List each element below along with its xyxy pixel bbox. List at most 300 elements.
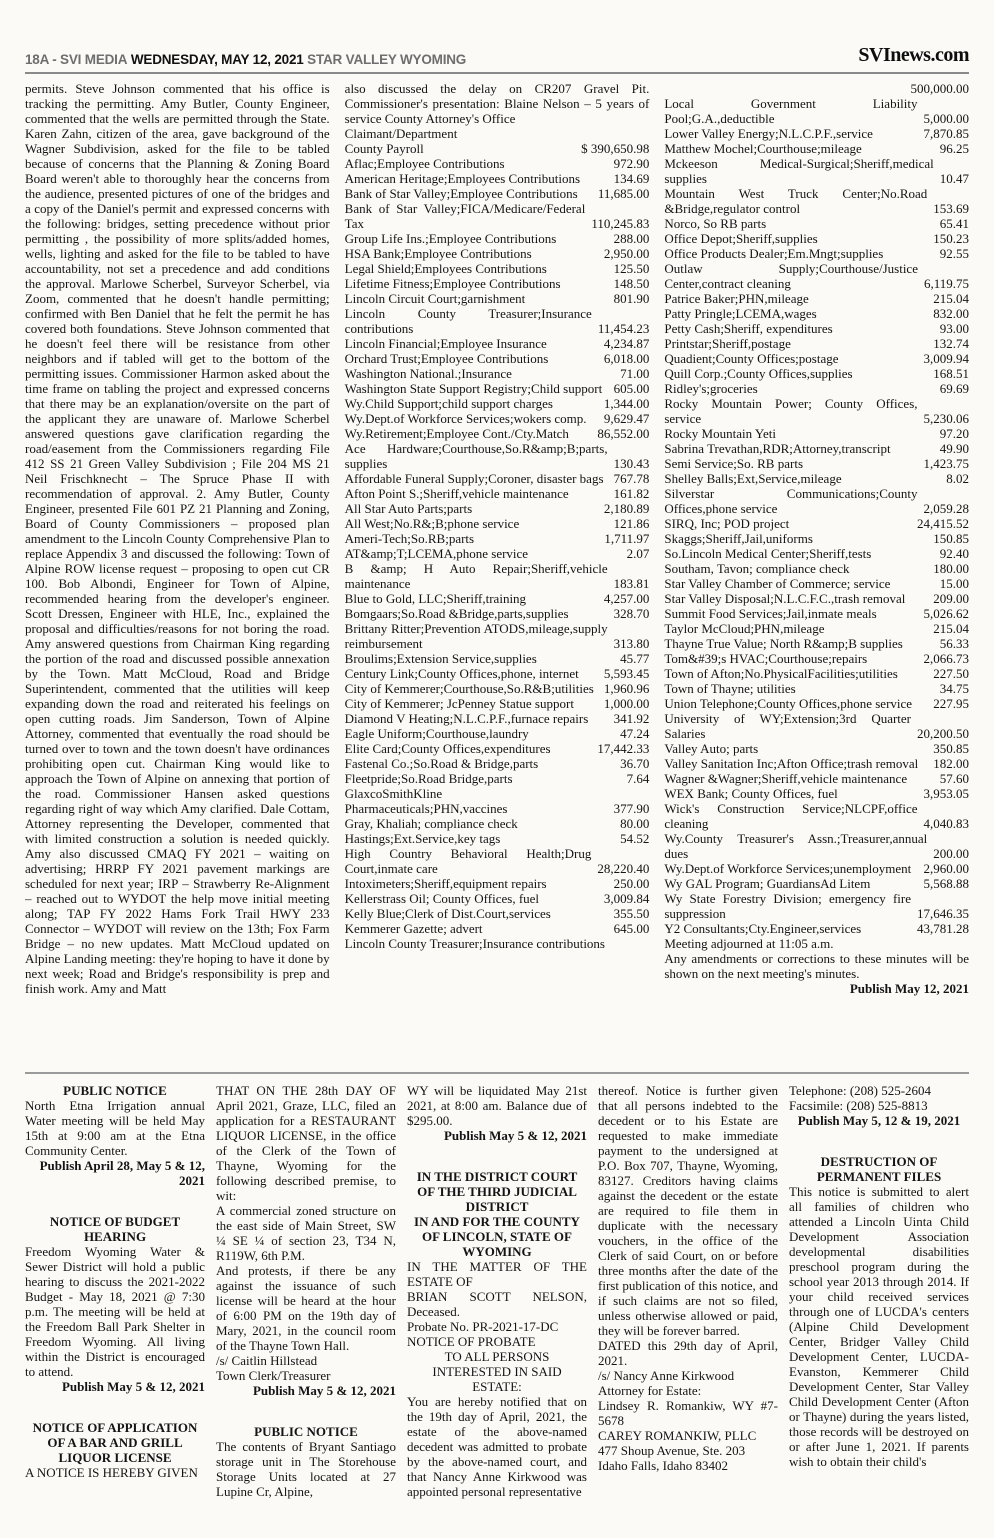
claimant-name: Patrice Baker;PHN,mileage (664, 291, 809, 306)
text-block: Publish May 5 & 12, 2021 (61, 1379, 205, 1394)
claim-line-item (345, 696, 650, 711)
claim-line-item (345, 771, 650, 786)
claim-amount: 4,040.83 (923, 816, 969, 831)
text-block: Publish May 5 & 12, 2021 (252, 1383, 396, 1398)
claim-amount: 341.92 (613, 711, 650, 726)
text-block: /s/ Caitlin Hillstead (216, 1353, 318, 1368)
claim-amount: 832.00 (933, 306, 969, 321)
claimant-name: Tom&#39;s HVAC;Courthouse;repairs (664, 651, 868, 666)
claimant-name: Star Valley Chamber of Commerce; service (664, 576, 891, 591)
claim-amount: 1,423.75 (923, 456, 969, 471)
claim-line-item (664, 876, 969, 891)
text-block: This notice is submitted to alert all families of children who attended a Lincoln Uinta Child Development Association developmental disabilities preschool program during the school year 2013 through 2014. If your child received services through one of LUCDA's centers (Alpine Child Development Center, Bridger Valley Child Development Center, LUCDA-Evanston, Kemmerer Child Development Center, Star Valley Child Development Center (Afton or Thayne) during the years listed, those records will be destroyed on or after June 1, 2021. If parents wish to obtain their child's (789, 1184, 969, 1469)
claim-line-item (664, 216, 969, 231)
claim-amount: 288.00 (613, 231, 650, 246)
claimant-name: HSA Bank;Employee Contributions (344, 246, 532, 261)
claim-line-item (664, 771, 969, 786)
claim-amount: 56.33 (939, 636, 969, 651)
claim-amount: 5,026.62 (923, 606, 969, 621)
claim-amount: 5,568.88 (923, 876, 969, 891)
claimant-name: Blue to Gold, LLC;Sheriff,training (344, 591, 527, 606)
claim-amount: 148.50 (613, 276, 650, 291)
claimant-name: Fastenal Co.;So.Road & Bridge,parts (344, 756, 539, 771)
claim-line-item (345, 261, 650, 276)
claim-line-item (345, 816, 650, 831)
claim-line-item (345, 201, 650, 231)
text-block: PUBLIC NOTICE (254, 1424, 358, 1439)
claim-line-item (345, 741, 650, 756)
claim-line-item (345, 411, 650, 426)
claim-amount: 767.78 (613, 471, 650, 486)
claimant-name: Wagner &Wagner;Sheriff,vehicle maintenance (664, 771, 908, 786)
claim-amount: 7,870.85 (923, 126, 969, 141)
claim-line-item (664, 126, 969, 141)
claim-amount: 328.70 (613, 606, 650, 621)
claimant-name: Wy.Child Support;child support charges (344, 396, 553, 411)
claim-amount: 47.24 (620, 726, 650, 741)
claim-line-item (345, 501, 650, 516)
claim-line-item (345, 141, 650, 156)
claimant-name: Outlaw Supply;Courthouse/Justice Center,contract cleaning (664, 261, 918, 291)
claimant-name: Rocky Mountain Power; County Offices, service (664, 396, 918, 426)
claimant-name: Ameri-Tech;So.RB;parts (344, 531, 475, 546)
claimant-name: Star Valley Disposal;N.L.C.F.C.,trash removal (664, 591, 906, 606)
claimant-name: Ridley's;groceries (664, 381, 758, 396)
claim-amount: 92.40 (939, 546, 969, 561)
claim-line-item (345, 561, 650, 591)
claim-amount: 2.07 (626, 546, 650, 561)
claim-line-item (345, 306, 650, 336)
claimant-name: SIRQ, Inc; POD project (664, 516, 790, 531)
claimant-name: Semi Service;So. RB parts (664, 456, 804, 471)
claim-amount: 355.50 (613, 906, 650, 921)
claimant-name: Bank of Star Valley;Employee Contributions (344, 186, 578, 201)
text-block: CAREY ROMANKIW, PLLC (598, 1428, 757, 1443)
claim-amount: 5,230.06 (923, 411, 969, 426)
claim-line-item (345, 441, 650, 471)
claimant-name: WEX Bank; County Offices, fuel (664, 786, 838, 801)
claimant-name: Office Products Dealer;Em.Mngt;supplies (664, 246, 884, 261)
claim-amount: 215.04 (933, 621, 969, 636)
claim-amount: 5,000.00 (923, 111, 969, 126)
claim-line-item (664, 321, 969, 336)
claimant-name: Lincoln Circuit Court;garnishment (344, 291, 526, 306)
text-block: Publish May 5, 12 & 19, 2021 (797, 1113, 961, 1128)
claim-amount: 130.43 (613, 456, 650, 471)
text-block: NOTICE OF APPLICATION OF A BAR AND GRILL LIQUOR LICENSE (32, 1420, 198, 1465)
claim-amount: 86,552.00 (597, 426, 650, 441)
claim-line-item (345, 186, 650, 201)
claim-amount: 9,629.47 (603, 411, 650, 426)
claim-line-item (345, 156, 650, 171)
claimant-name: American Heritage;Employees Contributions (344, 171, 581, 186)
claim-line-item (345, 516, 650, 531)
claim-amount: 24,415.52 (917, 516, 969, 531)
claimant-name: Quill Corp.;County Offices,supplies (664, 366, 853, 381)
claimant-name: Summit Food Services;Jail,inmate meals (664, 606, 877, 621)
claim-line-item (664, 891, 969, 921)
text-block: WY will be liquidated May 21st 2021, at 8:00 am. Balance due of $295.00. (407, 1083, 587, 1128)
claim-amount: 183.81 (613, 576, 650, 591)
text-block: Any amendments or corrections to these minutes will be shown on the next meeting's minutes. (664, 951, 969, 981)
claim-amount: 645.00 (613, 921, 650, 936)
claim-line-item (345, 756, 650, 771)
text-block: Meeting adjourned at 11:05 a.m. (664, 936, 834, 951)
claim-line-item (345, 426, 650, 441)
claim-line-item (664, 786, 969, 801)
claim-line-item (345, 711, 650, 726)
claimant-name: Valley Sanitation Inc;Afton Office;trash removal (664, 756, 919, 771)
claim-amount: 605.00 (613, 381, 650, 396)
claim-amount: 125.50 (613, 261, 650, 276)
claimant-name: Taylor McCloud;PHN,mileage (664, 621, 825, 636)
claimant-name: Skaggs;Sheriff,Jail,uniforms (664, 531, 813, 546)
masthead-left (25, 52, 466, 67)
claim-amount: 182.00 (933, 756, 969, 771)
claim-amount: 17,442.33 (597, 741, 650, 756)
claimant-name: Matthew Mochel;Courthouse;mileage (664, 141, 862, 156)
claim-amount: 150.23 (933, 231, 969, 246)
claim-amount: 4,234.87 (603, 336, 650, 351)
claim-line-item (664, 381, 969, 396)
claim-line-item (345, 351, 650, 366)
text-block: A NOTICE IS HEREBY GIVEN (25, 1465, 198, 1480)
claim-amount: 132.74 (933, 336, 969, 351)
page-edition-label: 18A - SVI MEDIA (25, 52, 128, 67)
claimant-name: High Country Behavioral Health;Drug Court,inmate care (344, 846, 592, 876)
claimant-name: Aflac;Employee Contributions (344, 156, 505, 171)
claim-amount: 17,646.35 (917, 906, 969, 921)
masthead (25, 0, 969, 67)
claim-line-item (664, 651, 969, 666)
claim-amount: 227.50 (933, 666, 969, 681)
claimant-name: All West;No.R&;B;phone service (344, 516, 520, 531)
text-block: Publish May 5 & 12, 2021 (443, 1128, 587, 1143)
claim-amount: 134.69 (613, 171, 650, 186)
spacer (25, 1394, 205, 1420)
text-block: You are hereby notified that on the 19th day of April, 2021, the estate of the above-named decedent was admitted to probate by the above-named court, and that Nancy Anne Kirkwood was appointed personal representative (407, 1394, 587, 1499)
claimant-name: Patty Pringle;LCEMA,wages (664, 306, 817, 321)
claimant-name: Mckeeson Medical-Surgical;Sheriff,medical supplies (664, 156, 934, 186)
claim-line-item (345, 531, 650, 546)
text-block: 500,000.00 (910, 81, 969, 96)
claim-line-item (664, 426, 969, 441)
minutes-column-3 (664, 81, 969, 1066)
claimant-name: Valley Auto; parts (664, 741, 759, 756)
claim-amount: 168.51 (933, 366, 969, 381)
claim-line-item (664, 96, 969, 126)
claim-amount: 20,200.50 (917, 726, 969, 741)
claim-line-item (345, 381, 650, 396)
text-block: Publish May 12, 2021 (849, 981, 969, 996)
claimant-name: Lower Valley Energy;N.L.C.P.F.,service (664, 126, 873, 141)
claimant-name: B &amp; H Auto Repair;Sheriff,vehicle maintenance (344, 561, 608, 591)
claim-amount: 15.00 (939, 576, 969, 591)
claim-line-item (664, 306, 969, 321)
claim-line-item (345, 471, 650, 486)
claim-line-item (664, 486, 969, 516)
claim-amount: 34.75 (939, 681, 969, 696)
claim-amount: $ 390,650.98 (581, 141, 650, 156)
spacer (25, 1188, 205, 1214)
claimant-name: Office Depot;Sheriff,supplies (664, 231, 818, 246)
claim-amount: 250.00 (613, 876, 650, 891)
claim-line-item (664, 231, 969, 246)
claimant-name: Kelly Blue;Clerk of Dist.Court,services (344, 906, 551, 921)
claim-amount: 69.69 (939, 381, 969, 396)
claimant-name: Bomgaars;So.Road &Bridge,parts,supplies (344, 606, 569, 621)
claim-amount: 10.47 (939, 171, 969, 186)
notice-column-5 (789, 1083, 969, 1538)
claim-amount: 801.90 (613, 291, 650, 306)
claim-amount: 377.90 (613, 801, 650, 816)
claim-amount: 4,257.00 (603, 591, 650, 606)
claim-line-item (664, 756, 969, 771)
text-block: thereof. Notice is further given that all persons indebted to the decedent or to his Estate are requested to make immediate payment to the undersigned at P.O. Box 707, Thayne, Wyoming, 83127. Creditors having claims against the decedent or the estate are required to file them in duplicate with the necessary vouchers, in the office of the Clerk of said Court, on or before three months after the date of the first publication of this notice, and if such claims are not so filed, unless otherwise allowed or paid, they will be forever barred. (598, 1083, 778, 1338)
claim-amount: 45.77 (620, 651, 650, 666)
claimant-name: Thayne True Value; North R&amp;B supplies (664, 636, 903, 651)
claim-line-item (345, 546, 650, 561)
claim-amount: 2,950.00 (603, 246, 650, 261)
claimant-name: Local Government Liability Pool;G.A.,deductible (664, 96, 918, 126)
claimant-name: University of WY;Extension;3rd Quarter Salaries (664, 711, 912, 741)
claimant-name: County Payroll (344, 141, 424, 156)
claim-line-item (664, 606, 969, 621)
text-block: Idaho Falls, Idaho 83402 (598, 1458, 728, 1473)
claim-amount: 972.90 (613, 156, 650, 171)
claim-line-item (345, 396, 650, 411)
text-block: 477 Shoup Avenue, Ste. 203 (598, 1443, 746, 1458)
claim-amount: 313.80 (613, 636, 650, 651)
claim-line-item (664, 246, 969, 261)
claim-amount: 11,685.00 (597, 186, 650, 201)
claim-line-item (345, 906, 650, 921)
claim-line-item (345, 276, 650, 291)
claimant-name: Sabrina Trevathan,RDR;Attorney,transcript (664, 441, 891, 456)
claimant-name: Mountain West Truck Center;No.Road &Bridge,regulator control (664, 186, 928, 216)
text-block: Probate No. PR-2021-17-DC (407, 1319, 559, 1334)
claim-line-item (664, 366, 969, 381)
claim-line-item (664, 741, 969, 756)
claim-line-item (664, 801, 969, 831)
claim-amount: 150.85 (933, 531, 969, 546)
claimant-name: City of Kemmerer; JcPenney Statue support (344, 696, 574, 711)
claim-amount: 1,960.96 (603, 681, 650, 696)
claim-line-item (664, 696, 969, 711)
claim-line-item (664, 591, 969, 606)
claim-line-item (664, 576, 969, 591)
claimant-name: Lifetime Fitness;Employee Contributions (344, 276, 561, 291)
claim-line-item (345, 831, 650, 846)
claim-amount: 49.90 (939, 441, 969, 456)
claimant-name: Town of Thayne; utilities (664, 681, 796, 696)
claim-amount: 6,119.75 (923, 276, 969, 291)
spacer (789, 1128, 969, 1154)
claim-line-item (664, 516, 969, 531)
claim-amount: 11,454.23 (597, 321, 650, 336)
claimant-name: Wy.Dept.of Workforce Services;wokers comp. (344, 411, 587, 426)
claimant-name: Silverstar Communications;County Offices,phone service (664, 486, 918, 516)
claim-line-item (345, 726, 650, 741)
claim-amount: 200.00 (933, 846, 969, 861)
claim-amount: 2,180.89 (603, 501, 650, 516)
claim-amount: 350.85 (933, 741, 969, 756)
claim-amount: 65.41 (939, 216, 969, 231)
claim-line-item (345, 891, 650, 906)
claim-line-item (664, 681, 969, 696)
claim-line-item (345, 486, 650, 501)
claim-amount: 1,711.97 (604, 531, 650, 546)
claimant-name: Brittany Ritter;Prevention ATODS,mileage,supply reimbursement (344, 621, 608, 651)
claim-line-item (664, 141, 969, 156)
claim-amount: 80.00 (620, 816, 650, 831)
claimant-name: Wy State Forestry Division; emergency fire suppression (664, 891, 912, 921)
masthead-date: WEDNESDAY, MAY 12, 2021 (130, 52, 304, 67)
text-block: Lincoln County Treasurer;Insurance contributions (344, 936, 605, 951)
claim-line-item (664, 186, 969, 216)
claimant-name: Affordable Funeral Supply;Coroner, disaster bags (344, 471, 604, 486)
minutes-column-2 (345, 81, 650, 1066)
claim-amount: 28,220.40 (597, 861, 650, 876)
claim-amount: 96.25 (939, 141, 969, 156)
claim-line-item (664, 561, 969, 576)
claim-line-item (664, 831, 969, 861)
claim-line-item (345, 606, 650, 621)
text-block: Attorney for Estate: (598, 1383, 702, 1398)
minutes-column-1 (25, 81, 330, 1066)
claimant-name: Union Telephone;County Offices,phone service (664, 696, 913, 711)
claimant-name: Rocky Mountain Yeti (664, 426, 776, 441)
text-block: Town Clerk/Treasurer (216, 1368, 331, 1383)
claimant-name: Group Life Ins.;Employee Contributions (344, 231, 557, 246)
claim-line-item (664, 396, 969, 426)
claimant-name: Wy.Dept.of Workforce Services;unemployment (664, 861, 912, 876)
text-block: also discussed the delay on CR207 Gravel Pit. Commissioner's presentation: Blaine Nelson – 5 years of service County Attorney's Office (344, 81, 650, 126)
claimant-name: Eagle Uniform;Courthouse,laundry (344, 726, 529, 741)
claim-amount: 54.52 (620, 831, 650, 846)
text-block: NOTICE OF BUDGET HEARING (49, 1214, 181, 1244)
text-block: A commercial zoned structure on the east side of Main Street, SW ¼ SE ¼ of section 23, T34 N, R119W, 6th P.M. (216, 1203, 396, 1263)
claim-line-item (345, 786, 650, 816)
claimant-name: Ace Hardware;Courthouse,So.R&amp;B;parts, supplies (344, 441, 608, 471)
text-block: Lindsey R. Romankiw, WY #7-5678 (598, 1398, 778, 1428)
claim-amount: 71.00 (620, 366, 650, 381)
claimant-name: Intoximeters;Sheriff,equipment repairs (344, 876, 547, 891)
claim-amount: 121.86 (613, 516, 650, 531)
claim-line-item (345, 621, 650, 651)
masthead-website: SVInews.com (858, 44, 969, 66)
claim-amount: 6,018.00 (603, 351, 650, 366)
claimant-name: Lincoln County Treasurer;Insurance contributions (344, 306, 592, 336)
claimant-name: Wy.Retirement;Employee Cont./Cty.Match (344, 426, 569, 441)
masthead-location: STAR VALLEY WYOMING (307, 52, 467, 67)
text-block: Publish April 28, May 5 & 12, 2021 (39, 1158, 205, 1188)
claimant-name: Southam, Tavon; compliance check (664, 561, 850, 576)
text-block: PUBLIC NOTICE (63, 1083, 167, 1098)
claimant-name: Washington State Support Registry;Child support (344, 381, 603, 396)
claimant-name: Gray, Khaliah; compliance check (344, 816, 518, 831)
claim-line-item (664, 546, 969, 561)
text-block: IN THE MATTER OF THE ESTATE OF (407, 1259, 587, 1289)
claim-line-item (345, 336, 650, 351)
claimant-name: Bank of Star Valley;FICA/Medicare/Federal Tax (344, 201, 586, 231)
claimant-name: Broulims;Extension Service,supplies (344, 651, 537, 666)
claim-line-item (664, 621, 969, 636)
claim-amount: 180.00 (933, 561, 969, 576)
text-block: TO ALL PERSONS INTERESTED IN SAID ESTATE: (432, 1349, 562, 1394)
claimant-name: Legal Shield;Employees Contributions (344, 261, 547, 276)
claim-line-item (664, 336, 969, 351)
text-block: NOTICE OF PROBATE (407, 1334, 536, 1349)
claimant-name: So.Lincoln Medical Center;Sheriff,tests (664, 546, 872, 561)
claimant-name: Century Link;County Offices,phone, internet (344, 666, 579, 681)
text-block: Telephone: (208) 525-2604 (789, 1083, 932, 1098)
claim-amount: 153.69 (933, 201, 969, 216)
text-block: /s/ Nancy Anne Kirkwood (598, 1368, 735, 1383)
claim-amount: 3,009.94 (923, 351, 969, 366)
claimant-name: Fleetpride;So.Road Bridge,parts (344, 771, 513, 786)
claimant-name: Washington National.;Insurance (344, 366, 512, 381)
claim-amount: 36.70 (620, 756, 650, 771)
notice-column-3 (407, 1083, 587, 1538)
claim-amount: 2,059.28 (923, 501, 969, 516)
claim-line-item (345, 651, 650, 666)
claim-line-item (345, 591, 650, 606)
claimant-name: Quadient;County Offices;postage (664, 351, 839, 366)
claimant-name: AT&amp;T;LCEMA,phone service (344, 546, 529, 561)
notice-column-1 (25, 1083, 205, 1538)
claim-amount: 8.02 (946, 471, 969, 486)
claim-amount: 1,344.00 (603, 396, 650, 411)
text-block: IN THE DISTRICT COURT OF THE THIRD JUDICIAL DISTRICT (416, 1169, 578, 1214)
text-block: THAT ON THE 28th DAY OF April 2021, Graze, LLC, filed an application for a RESTAURANT LIQUOR LICENSE, in the office of the Clerk of the Town of Thayne, Wyoming for the following described premise, to wit: (216, 1083, 396, 1203)
claim-line-item (345, 846, 650, 876)
text-block: DATED this 29th day of April, 2021. (598, 1338, 778, 1368)
claim-amount: 2,960.00 (923, 861, 969, 876)
claimant-name: Y2 Consultants;Cty.Engineer,services (664, 921, 862, 936)
text-block: The contents of Bryant Santiago storage unit in The Storehouse Storage Units located at 27 Lupine Cr, Alpine, (216, 1439, 396, 1499)
claim-amount: 7.64 (626, 771, 650, 786)
text-block: DESTRUCTION OF PERMANENT FILES (816, 1154, 942, 1184)
claim-line-item (345, 171, 650, 186)
claim-amount: 1,000.00 (603, 696, 650, 711)
claimant-name: Norco, So RB parts (664, 216, 767, 231)
text-block: BRIAN SCOTT NELSON, Deceased. (407, 1289, 587, 1319)
claimant-name: Wy.County Treasurer's Assn.;Treasurer,annual dues (664, 831, 928, 861)
public-notices-section (25, 1074, 969, 1538)
claim-amount: 3,009.84 (603, 891, 650, 906)
claim-line-item (664, 531, 969, 546)
claimant-name: Kemmerer Gazette; advert (344, 921, 483, 936)
claim-amount: 5,593.45 (603, 666, 650, 681)
claim-amount: 57.60 (939, 771, 969, 786)
text-block: North Etna Irrigation annual Water meeting will be held May 15th at 9:00 am at the Etna Community Center. (25, 1098, 205, 1158)
text-block: permits. Steve Johnson commented that his office is tracking the permitting. Amy Butler, County Engineer, commented that the wells are permitted through the State. Karen Zahn, citizen of the area, gave background of the Wagner Subdivision, asked for the file to be tabled because of concerns that the Planning & Zoning Board Board weren't able to thoroughly hear the concerns from the audience, presented pictures of one of the bridges and a copy of the Daniel's permit and expressed concerns with the following: bridges, setting precedence without prior permitting , the possibility of more splits/added homes, wells, lighting and asked for the file to be tabled to have accountability, not set a precedence and add conditions the approval. Marlowe Scherbel, Surveyor Scherbel, via Zoom, commented that he doesn't handle permitting; confirmed with Ben Daniel that he felt the permit he has covered both foundations. Steve Johnson commented that he doesn't feel there will be resistance from other neighbors and if tabled will get to the bottom of the permitting issues. Commissioner Harmon asked about the time frame on tabling the project and expressed concerns that there may be an explanation/oversite on the part of the applicant they are unaware of. Marlowe Scherbel answered questions gave clarification regarding the road/easement from the Commissioners regarding File 412 SS 21 Green Valley Subdivision ; File 204 MS 21 Neil Frischknecht – The Spruce Phase II with recommendation of approval. 2. Amy Butler, County Engineer, presented File 601 PZ 21 Planning and Zoning, Board of County Commissioners – proposed plan amendment to the Lincoln County Comprehensive Plan to replace Appendix 3 and discussed the following: Town of Alpine ROW license request – proposing to open cut CR 100. Bob Albondi, Engineer for Town of Alpine, recommended hearing from the developer's engineer. Scott Dressen, Engineer with HLE, Inc., explained the proposal and difficulties/reasons for not boring the road. Amy answered questions from Chairman King regarding the portion of the road and discussed possible annexation by the Town. Matt McCloud, Road and Bridge Superintendent, commented that the utilities will keep expanding down the road and reiterated his feelings on open cutting roads. Jim Sanderson, Town of Alpine Attorney, commented that eventually the road should be turned over to town and the town doesn't have ordinances prohibiting open cut. Chairman King would like to approach the Town of Alpine on annexing that portion of the road. Commissioner Hansen asked questions regarding right of way which Amy clarified. Dale Cottam, Attorney representing the Developer, commented that with limited construction a solution is needed quickly. Amy also discussed CMAQ FY 2021 – waiting on advertising; HRRP FY 2021 pavement markings are scheduled for next year; IRP – Strawberry Re-Alignment – reached out to WYDOT the help move initial meeting along; TAP FY 2022 Hams Fork Trail HWY 233 Connector – WYDOT will review on the 13th; Fox Farm Bridge – no new updates. Matt McCloud updated on Alpine Landing meeting: they're hoping to have it done by next week; Road and Bridge's responsibility is prep and finish work. Amy and Matt (25, 81, 330, 996)
claimant-name: Afton Point S.;Sheriff,vehicle maintenance (344, 486, 569, 501)
claim-amount: 43,781.28 (917, 921, 969, 936)
spacer (407, 1143, 587, 1169)
claim-line-item (345, 921, 650, 936)
claim-amount: 209.00 (933, 591, 969, 606)
claimant-name: GlaxcoSmithKline Pharmaceuticals;PHN,vaccines (344, 786, 508, 816)
text-block: Claimant/Department (344, 126, 458, 141)
claimant-name: Elite Card;County Offices,expenditures (344, 741, 551, 756)
text-block: And protests, if there be any against the issuance of such license will be heard at the hour of 6:00 PM on the 19th day of Mary, 2021, in the council room of the Thayne Town Hall. (216, 1263, 396, 1353)
claim-amount: 93.00 (939, 321, 969, 336)
claimant-name: Hastings;Ext.Service,key tags (344, 831, 501, 846)
text-block: Freedom Wyoming Water & Sewer District will hold a public hearing to discuss the 2021-2022 Budget - May 18, 2021 @ 7:30 p.m. The meeting will be held at the Freedom Ball Park Shelter in Freedom Wyoming. All living within the District is encouraged to attend. (25, 1244, 205, 1379)
claim-line-item (664, 156, 969, 186)
